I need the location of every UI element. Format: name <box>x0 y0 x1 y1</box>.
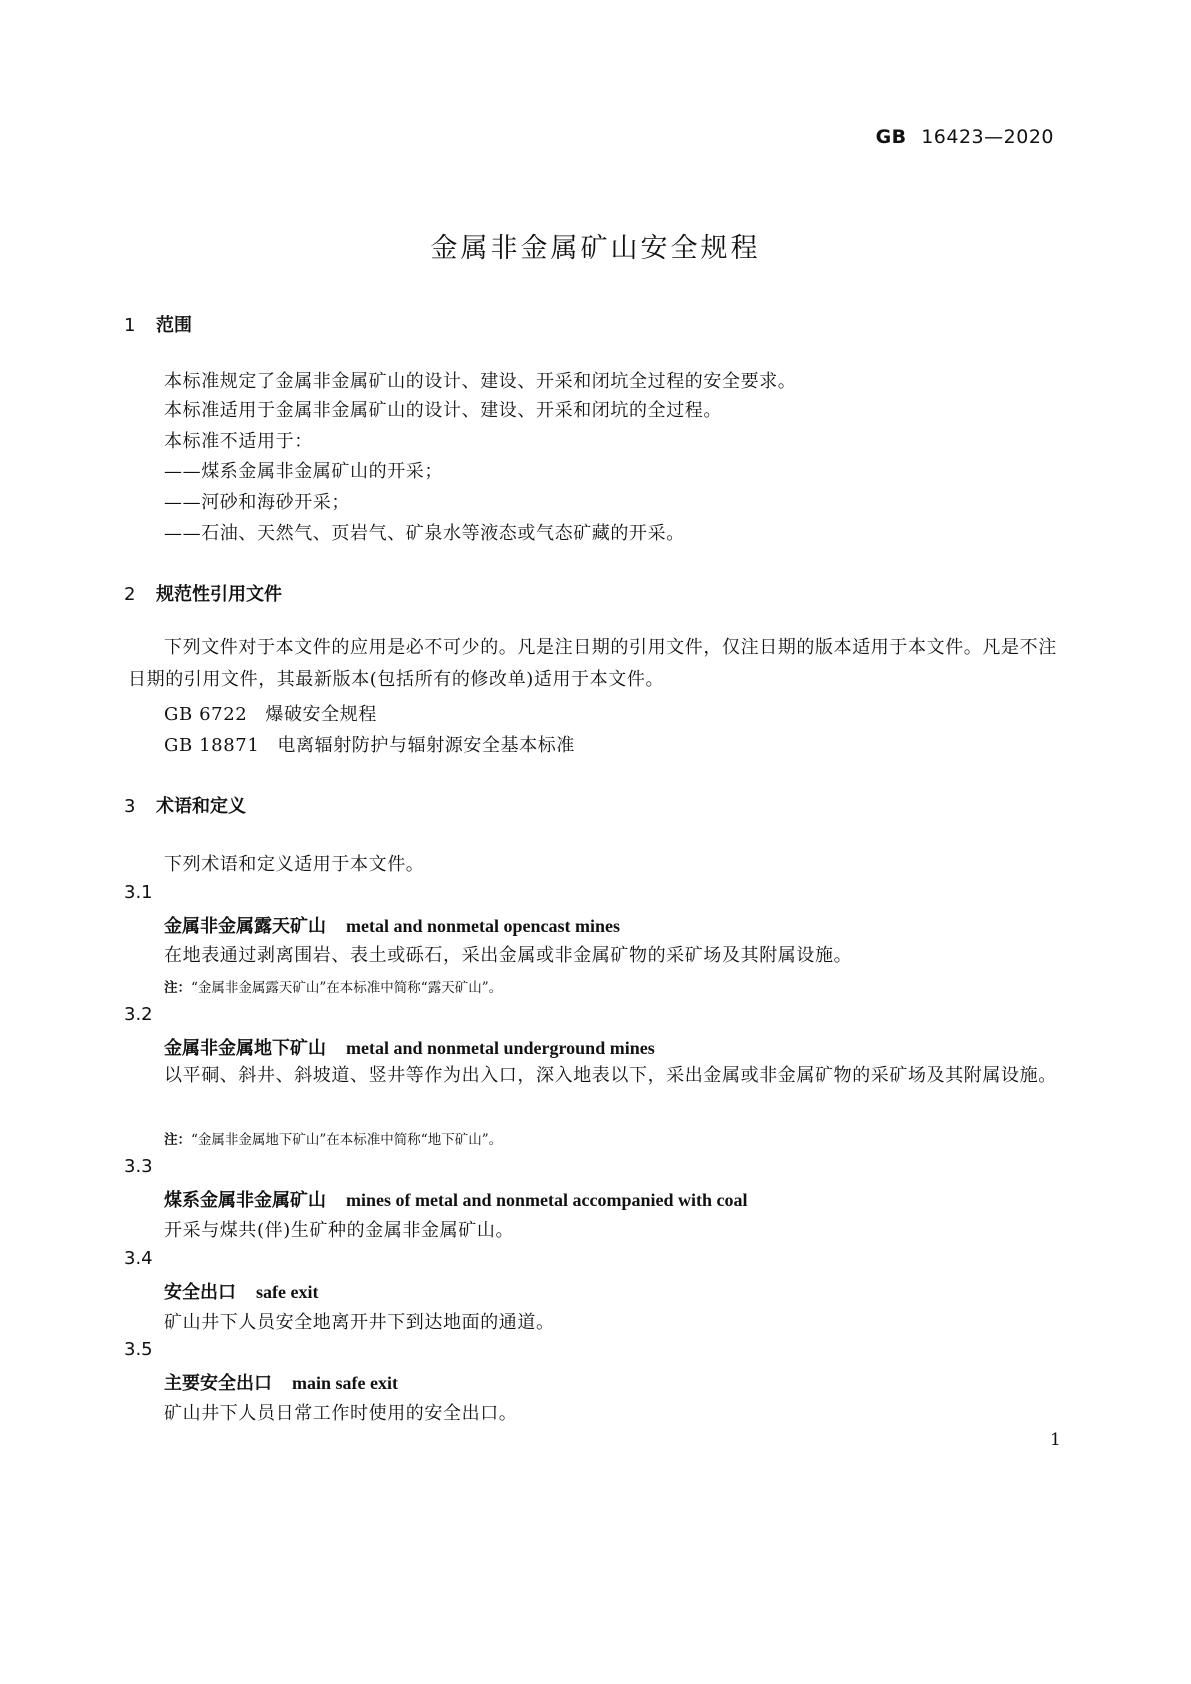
standard-code: 16423—2020 <box>921 126 1054 148</box>
term-note: 注：“金属非金属地下矿山”在本标准中简称“地下矿山”。 <box>164 1132 503 1148</box>
term-en: metal and nonmetal opencast mines <box>346 916 620 936</box>
section-1-line: 本标准规定了金属非金属矿山的设计、建设、开采和闭坑全过程的安全要求。 <box>164 371 797 392</box>
term-definition: 矿山井下人员安全地离开井下到达地面的通道。 <box>164 1312 555 1333</box>
reference-item <box>164 731 575 757</box>
term-number: 3.3 <box>124 1156 153 1177</box>
note-label: 注： <box>164 980 191 996</box>
term-zh: 煤系金属非金属矿山 <box>164 1190 326 1211</box>
term-zh: 安全出口 <box>164 1282 236 1303</box>
section-3-intro: 下列术语和定义适用于本文件。 <box>164 854 425 875</box>
note-label: 注： <box>164 1132 191 1148</box>
reference-name: 爆破安全规程 <box>265 704 377 725</box>
term-definition: 在地表通过剥离围岩、表土或砾石，采出金属或非金属矿物的采矿场及其附属设施。 <box>164 945 853 966</box>
term-zh: 主要安全出口 <box>164 1373 272 1394</box>
section-3-heading: 3 术语和定义 <box>124 796 246 817</box>
section-2-intro: 下列文件对于本文件的应用是必不可少的。凡是注日期的引用文件，仅注日期的版本适用于本文件。凡是不注日期的引用文件，其最新版本(包括所有的修改单)适用于本文件。 <box>128 637 1057 690</box>
term-en: metal and nonmetal underground mines <box>346 1038 655 1058</box>
reference-code: GB 18871 <box>164 735 260 756</box>
term-en: safe exit <box>256 1282 319 1302</box>
term-en: mines of metal and nonmetal accompanied with coal <box>346 1190 748 1210</box>
reference-item <box>164 700 377 726</box>
term-heading <box>164 1278 318 1304</box>
term-heading <box>164 912 620 938</box>
exclusion-item: ——河砂和海砂开采； <box>164 492 350 513</box>
reference-code: GB 6722 <box>164 704 248 725</box>
term-number: 3.1 <box>124 882 153 903</box>
term-number: 3.5 <box>124 1339 153 1360</box>
document-title: 金属非金属矿山安全规程 <box>430 233 761 264</box>
term-definition: 开采与煤共(伴)生矿种的金属非金属矿山。 <box>164 1220 515 1241</box>
section-2-heading: 2 规范性引用文件 <box>124 584 282 605</box>
term-note: 注：“金属非金属露天矿山”在本标准中简称“露天矿山”。 <box>164 980 503 996</box>
term-heading <box>164 1186 747 1212</box>
standard-number <box>876 126 1054 148</box>
section-1-line: 本标准不适用于： <box>164 431 313 452</box>
exclusion-item: ——石油、天然气、页岩气、矿泉水等液态或气态矿藏的开采。 <box>164 523 685 544</box>
term-zh: 金属非金属地下矿山 <box>164 1038 326 1059</box>
page-number: 1 <box>1050 1430 1061 1450</box>
exclusion-item: ——煤系金属非金属矿山的开采； <box>164 461 443 482</box>
term-heading <box>164 1034 655 1060</box>
term-en: main safe exit <box>292 1373 398 1393</box>
reference-name: 电离辐射防护与辐射源安全基本标准 <box>277 735 575 756</box>
term-definition: 矿山井下人员日常工作时使用的安全出口。 <box>164 1403 518 1424</box>
term-number: 3.4 <box>124 1248 153 1269</box>
section-1-line: 本标准适用于金属非金属矿山的设计、建设、开采和闭坑的全过程。 <box>164 400 722 421</box>
section-1-heading: 1 范围 <box>124 315 192 336</box>
term-definition: 以平硐、斜井、斜坡道、竖井等作为出入口，深入地表以下，采出金属或非金属矿物的采矿场及其附属设施。 <box>164 1065 1057 1086</box>
term-heading <box>164 1369 398 1395</box>
term-number: 3.2 <box>124 1004 153 1025</box>
standard-prefix: GB <box>875 126 907 148</box>
term-zh: 金属非金属露天矿山 <box>164 916 326 937</box>
